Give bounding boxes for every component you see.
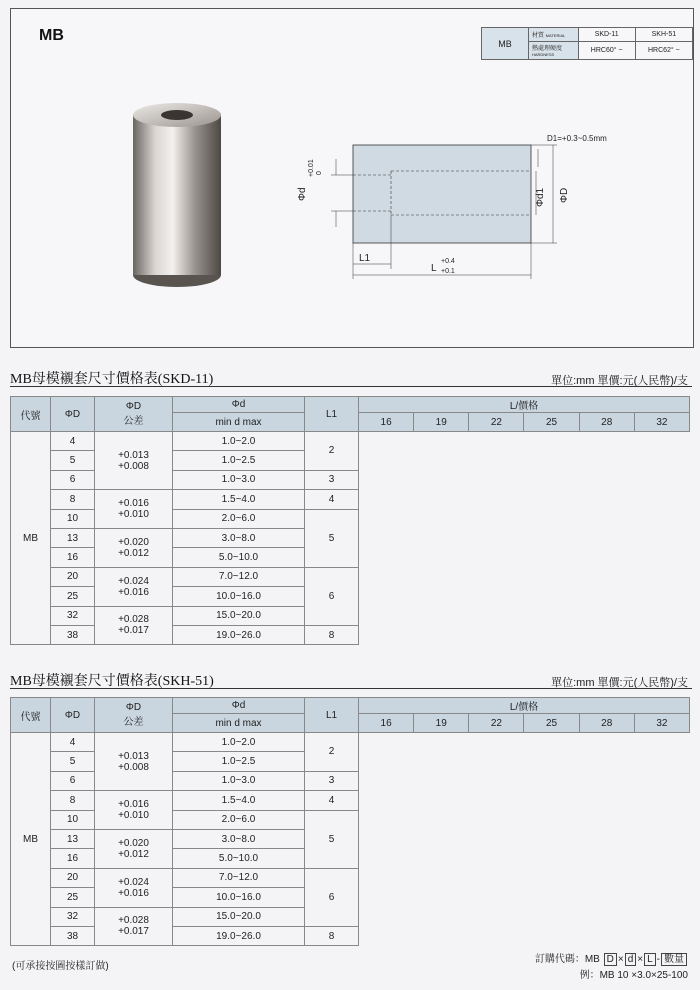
row-D-value: 10 xyxy=(51,810,95,829)
tol-lower: +0.012 xyxy=(118,848,149,860)
l-label: L xyxy=(431,263,437,274)
length-header: 19 xyxy=(414,413,469,432)
tol-lower: +0.010 xyxy=(118,509,149,521)
table-row xyxy=(11,432,690,451)
table1-rule xyxy=(10,386,692,387)
row-tolerance xyxy=(95,791,173,830)
row-D-value: 6 xyxy=(51,470,95,489)
tol-upper: +0.013 xyxy=(118,750,149,762)
spec-table xyxy=(481,27,693,60)
row-tolerance xyxy=(95,606,173,645)
table1-title: MB母模襯套尺寸價格表(SKD-11) xyxy=(10,372,214,387)
length-header: 22 xyxy=(469,413,524,432)
row-d-range: 1.0~2.0 xyxy=(173,733,305,752)
row-l1-value: 6 xyxy=(305,567,359,625)
order-example: 例：MB 10 ×3.0×25-100 xyxy=(579,970,688,981)
tol-lower: +0.017 xyxy=(118,926,149,938)
tol-lower: +0.008 xyxy=(118,460,149,472)
row-tolerance xyxy=(95,528,173,567)
phi-d-tol-lower: 0 xyxy=(316,171,323,175)
length-header: 32 xyxy=(634,413,689,432)
hardness-1: HRC60° ~ xyxy=(578,42,635,60)
row-tolerance xyxy=(95,868,173,907)
col-D-header: ΦD xyxy=(51,397,95,432)
length-header: 32 xyxy=(634,714,689,733)
row-D-value: 13 xyxy=(51,829,95,848)
row-d-range: 1.0~2.0 xyxy=(173,432,305,451)
custom-order-note: (可承接按圖按樣訂做) xyxy=(12,961,109,972)
phi-D-label: ΦD xyxy=(559,187,570,203)
row-l1-value: 2 xyxy=(305,733,359,772)
row-D-value: 25 xyxy=(51,587,95,606)
row-d-range: 1.5~4.0 xyxy=(173,490,305,509)
length-header: 22 xyxy=(469,714,524,733)
row-d-range: 2.0~6.0 xyxy=(173,810,305,829)
row-d-range: 3.0~8.0 xyxy=(173,528,305,547)
table2-title: MB母模襯套尺寸價格表(SKH-51) xyxy=(10,674,214,689)
row-D-value: 20 xyxy=(51,567,95,586)
table-row xyxy=(11,733,690,752)
order-L-box: L xyxy=(644,953,656,966)
phi-d1-label: Φd1 xyxy=(535,187,546,207)
col-d-subheader: min d max xyxy=(173,413,305,432)
row-D-value: 16 xyxy=(51,849,95,868)
row-D-value: 4 xyxy=(51,733,95,752)
row-d-range: 7.0~12.0 xyxy=(173,567,305,586)
length-header: 28 xyxy=(579,413,634,432)
row-l1-value: 8 xyxy=(305,926,359,945)
row-code: MB xyxy=(11,432,51,645)
row-D-value: 5 xyxy=(51,752,95,771)
length-header: 25 xyxy=(524,413,579,432)
row-l1-value: 2 xyxy=(305,432,359,471)
tol-upper: +0.013 xyxy=(118,449,149,461)
table1-unit: 單位:mm 單價:元(人民幣)/支 xyxy=(551,375,688,387)
phi-d-label: Φd xyxy=(297,187,308,201)
row-D-value: 6 xyxy=(51,771,95,790)
row-d-range: 7.0~12.0 xyxy=(173,868,305,887)
tol-upper: +0.028 xyxy=(118,915,149,927)
col-tolerance-header xyxy=(95,698,173,733)
row-D-value: 38 xyxy=(51,926,95,945)
row-tolerance xyxy=(95,490,173,529)
tol-lower: +0.016 xyxy=(118,887,149,899)
order-D-box: D xyxy=(604,953,617,966)
price-table-body xyxy=(11,397,690,645)
tol-lower: +0.010 xyxy=(118,810,149,822)
row-d-range: 10.0~16.0 xyxy=(173,587,305,606)
col-tolerance-header xyxy=(95,397,173,432)
row-d-range: 5.0~10.0 xyxy=(173,548,305,567)
row-D-value: 8 xyxy=(51,490,95,509)
row-d-range: 19.0~26.0 xyxy=(173,625,305,644)
row-l1-value: 8 xyxy=(305,625,359,644)
l-tol-upper: +0.4 xyxy=(441,258,455,265)
row-d-range: 1.5~4.0 xyxy=(173,791,305,810)
l1-label: L1 xyxy=(359,253,371,264)
row-l1-value: 4 xyxy=(305,490,359,509)
col-D-header: ΦD xyxy=(51,698,95,733)
col-d-header: Φd xyxy=(173,397,305,413)
length-header: 16 xyxy=(359,714,414,733)
hardness-label: 熱處理硬度 HARDNESS xyxy=(528,42,578,60)
row-D-value: 16 xyxy=(51,548,95,567)
row-D-value: 4 xyxy=(51,432,95,451)
tol-upper: +0.020 xyxy=(118,536,149,548)
tol-lower: +0.016 xyxy=(118,586,149,598)
col-code-header: 代號 xyxy=(11,397,51,432)
row-l1-value: 4 xyxy=(305,791,359,810)
row-d-range: 15.0~20.0 xyxy=(173,606,305,625)
price-area xyxy=(359,432,690,645)
order-qty-box: 數量 xyxy=(661,953,687,966)
row-tolerance xyxy=(95,907,173,946)
order-code-line: 訂購代碼：MB D × d × L - 數量 xyxy=(535,952,688,968)
table2-rule xyxy=(10,688,692,689)
tol-header-line2: 公差 xyxy=(123,717,144,728)
tol-header-line1: ΦD xyxy=(125,702,142,713)
tol-upper: +0.028 xyxy=(118,614,149,626)
row-d-range: 1.0~2.5 xyxy=(173,752,305,771)
tol-upper: +0.024 xyxy=(118,575,149,587)
row-D-value: 25 xyxy=(51,888,95,907)
row-code: MB xyxy=(11,733,51,946)
row-d-range: 15.0~20.0 xyxy=(173,907,305,926)
tol-lower: +0.017 xyxy=(118,625,149,637)
row-D-value: 13 xyxy=(51,528,95,547)
tol-header-line2: 公差 xyxy=(123,416,144,427)
row-D-value: 8 xyxy=(51,791,95,810)
spec-code: MB xyxy=(482,28,529,60)
product-frame xyxy=(10,8,694,348)
length-header: 28 xyxy=(579,714,634,733)
row-tolerance xyxy=(95,567,173,606)
price-table-skd11 xyxy=(10,396,690,645)
hardness-2: HRC62° ~ xyxy=(635,42,692,60)
row-d-range: 2.0~6.0 xyxy=(173,509,305,528)
row-tolerance xyxy=(95,733,173,791)
row-D-value: 32 xyxy=(51,606,95,625)
row-l1-value: 3 xyxy=(305,771,359,790)
col-l1-header: L1 xyxy=(305,698,359,733)
row-d-range: 1.0~3.0 xyxy=(173,470,305,489)
row-d-range: 3.0~8.0 xyxy=(173,829,305,848)
row-l1-value: 5 xyxy=(305,509,359,567)
col-l-price-header: L/價格 xyxy=(359,397,690,413)
order-d-box: d xyxy=(625,953,637,966)
phi-d-tol-upper: +0.01 xyxy=(308,159,315,177)
row-D-value: 20 xyxy=(51,868,95,887)
col-l-price-header: L/價格 xyxy=(359,698,690,714)
row-D-value: 32 xyxy=(51,907,95,926)
row-tolerance xyxy=(95,829,173,868)
length-header: 19 xyxy=(414,714,469,733)
material-label: 材質 MATERIAL xyxy=(528,28,578,42)
col-l1-header: L1 xyxy=(305,397,359,432)
row-D-value: 10 xyxy=(51,509,95,528)
price-area xyxy=(359,733,690,946)
table2-unit: 單位:mm 單價:元(人民幣)/支 xyxy=(551,677,688,689)
row-d-range: 10.0~16.0 xyxy=(173,888,305,907)
row-d-range: 1.0~3.0 xyxy=(173,771,305,790)
row-d-range: 5.0~10.0 xyxy=(173,849,305,868)
order-code xyxy=(535,952,688,984)
row-D-value: 5 xyxy=(51,451,95,470)
row-tolerance xyxy=(95,432,173,490)
tol-upper: +0.020 xyxy=(118,837,149,849)
d1-note: D1=+0.3~0.5mm xyxy=(547,134,607,143)
price-table-body xyxy=(11,698,690,946)
price-table-skh51 xyxy=(10,697,690,946)
row-l1-value: 5 xyxy=(305,810,359,868)
tol-lower: +0.012 xyxy=(118,547,149,559)
material-1: SKD-11 xyxy=(578,28,635,42)
tol-upper: +0.016 xyxy=(118,799,149,811)
col-code-header: 代號 xyxy=(11,698,51,733)
product-code-title: MB xyxy=(39,27,64,44)
row-d-range: 1.0~2.5 xyxy=(173,451,305,470)
row-l1-value: 6 xyxy=(305,868,359,926)
col-d-header: Φd xyxy=(173,698,305,714)
length-header: 25 xyxy=(524,714,579,733)
bushing-illustration xyxy=(129,101,225,291)
tol-header-line1: ΦD xyxy=(125,401,142,412)
tol-upper: +0.024 xyxy=(118,876,149,888)
l-tol-lower: +0.1 xyxy=(441,268,455,275)
row-d-range: 19.0~26.0 xyxy=(173,926,305,945)
col-d-subheader: min d max xyxy=(173,714,305,733)
row-D-value: 38 xyxy=(51,625,95,644)
technical-drawing xyxy=(291,119,631,299)
row-l1-value: 3 xyxy=(305,470,359,489)
tol-upper: +0.016 xyxy=(118,498,149,510)
tol-lower: +0.008 xyxy=(118,761,149,773)
material-2: SKH-51 xyxy=(635,28,692,42)
length-header: 16 xyxy=(359,413,414,432)
